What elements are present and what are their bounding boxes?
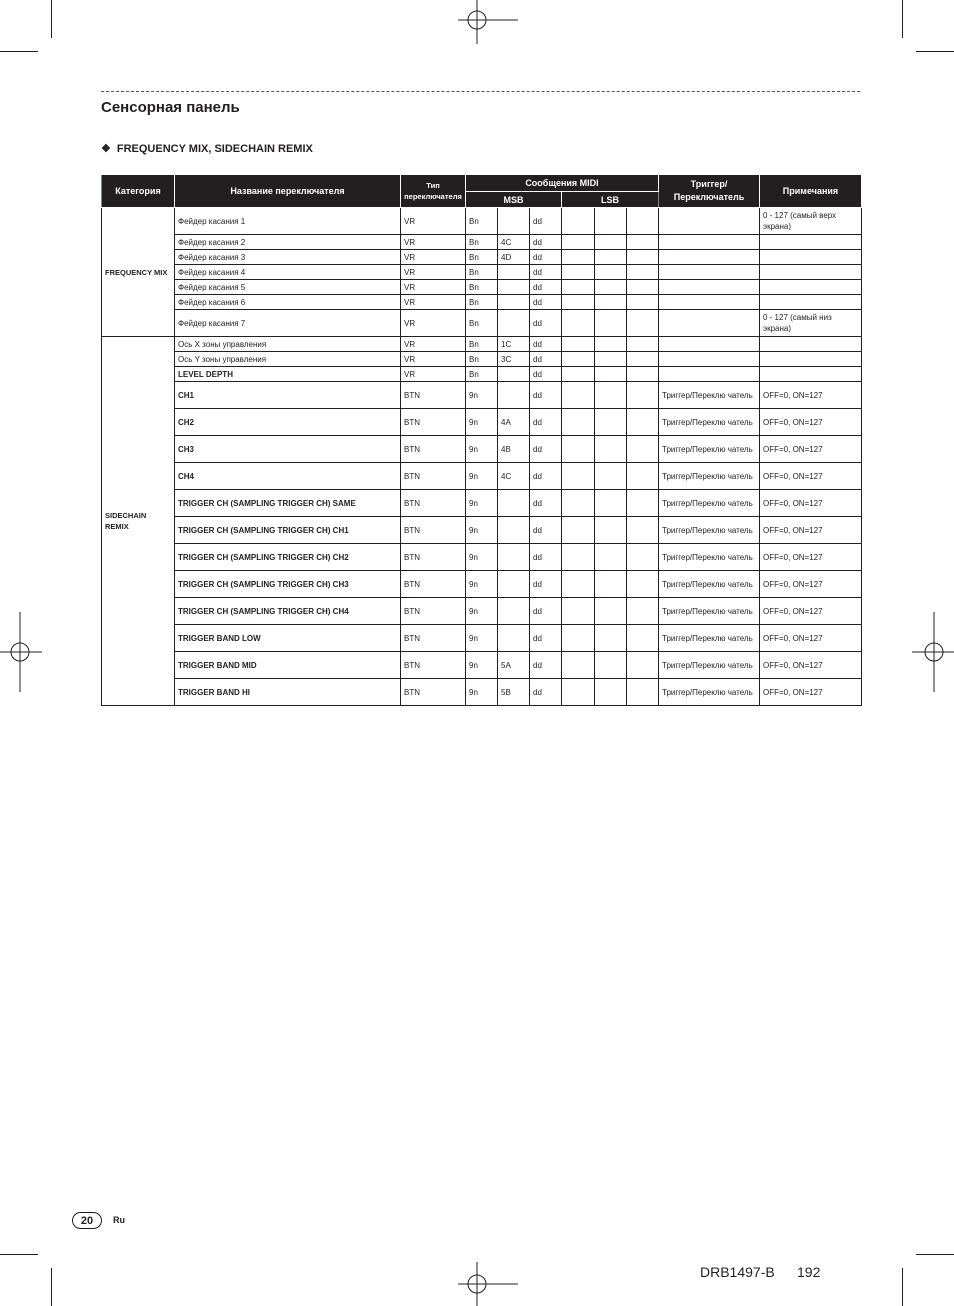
table-row: [102, 352, 862, 367]
registration-crosshair-icon: [912, 612, 954, 692]
msb-status-cell: Bn: [466, 265, 498, 280]
lsb-status-cell: [562, 598, 595, 625]
lsb-status-cell: [562, 280, 595, 295]
table-row: [102, 295, 862, 310]
lsb-status-cell: [562, 571, 595, 598]
lsb-data1-cell: [595, 208, 627, 235]
lsb-data2-cell: [627, 280, 659, 295]
msb-status-cell: 9n: [466, 625, 498, 652]
header-dotted-rule: [101, 91, 860, 92]
header-trigger: Триггер/ Переключатель: [659, 175, 760, 208]
trigger-cell: Триггер/Переклю чатель: [659, 652, 760, 679]
msb-data2-cell: dd: [530, 436, 562, 463]
trigger-cell: [659, 250, 760, 265]
lsb-data2-cell: [627, 337, 659, 352]
lsb-data1-cell: [595, 544, 627, 571]
notes-cell: [760, 280, 862, 295]
msb-data2-cell: dd: [530, 463, 562, 490]
switch-name-cell: Ось X зоны управления: [175, 337, 401, 352]
msb-status-cell: Bn: [466, 295, 498, 310]
switch-name-cell: TRIGGER BAND LOW: [175, 625, 401, 652]
lsb-data1-cell: [595, 250, 627, 265]
lsb-data1-cell: [595, 352, 627, 367]
table-row: [102, 571, 862, 598]
trigger-cell: Триггер/Переклю чатель: [659, 517, 760, 544]
crop-mark: [916, 1254, 954, 1255]
lsb-status-cell: [562, 625, 595, 652]
switch-name-cell: CH3: [175, 436, 401, 463]
lsb-data1-cell: [595, 295, 627, 310]
lsb-data1-cell: [595, 463, 627, 490]
lsb-data1-cell: [595, 382, 627, 409]
notes-cell: OFF=0, ON=127: [760, 625, 862, 652]
switch-name-cell: Фейдер касания 7: [175, 310, 401, 337]
msb-status-cell: Bn: [466, 337, 498, 352]
switch-name-cell: CH4: [175, 463, 401, 490]
lsb-data2-cell: [627, 409, 659, 436]
lsb-status-cell: [562, 235, 595, 250]
msb-status-cell: Bn: [466, 352, 498, 367]
lsb-data2-cell: [627, 463, 659, 490]
switch-type-cell: BTN: [401, 652, 466, 679]
msb-status-cell: 9n: [466, 571, 498, 598]
header-lsb: LSB: [562, 192, 659, 208]
switch-type-cell: BTN: [401, 571, 466, 598]
lsb-data2-cell: [627, 352, 659, 367]
midi-table: [101, 174, 862, 706]
crop-mark: [916, 51, 954, 52]
table-row: [102, 409, 862, 436]
lsb-data2-cell: [627, 679, 659, 706]
trigger-cell: [659, 367, 760, 382]
lsb-status-cell: [562, 382, 595, 409]
switch-type-cell: VR: [401, 235, 466, 250]
msb-data2-cell: dd: [530, 625, 562, 652]
trigger-cell: Триггер/Переклю чатель: [659, 625, 760, 652]
crop-mark: [0, 1254, 38, 1255]
lsb-data1-cell: [595, 436, 627, 463]
msb-status-cell: Bn: [466, 310, 498, 337]
trigger-cell: [659, 208, 760, 235]
switch-type-cell: BTN: [401, 679, 466, 706]
lsb-data2-cell: [627, 250, 659, 265]
switch-type-cell: BTN: [401, 436, 466, 463]
switch-type-cell: BTN: [401, 382, 466, 409]
msb-data1-cell: [498, 265, 530, 280]
diamond-bullet-icon: ❖: [101, 143, 111, 155]
notes-cell: 0 - 127 (самый низ экрана): [760, 310, 862, 337]
msb-data1-cell: 3C: [498, 352, 530, 367]
switch-name-cell: LEVEL DEPTH: [175, 367, 401, 382]
msb-status-cell: 9n: [466, 436, 498, 463]
trigger-cell: Триггер/Переклю чатель: [659, 598, 760, 625]
msb-data1-cell: 5A: [498, 652, 530, 679]
msb-data1-cell: 4C: [498, 463, 530, 490]
msb-data1-cell: [498, 598, 530, 625]
header-midi: Сообщения MIDI: [466, 175, 659, 192]
lsb-data2-cell: [627, 295, 659, 310]
crop-mark: [51, 0, 52, 38]
msb-status-cell: 9n: [466, 679, 498, 706]
lsb-data2-cell: [627, 517, 659, 544]
lsb-status-cell: [562, 463, 595, 490]
lsb-status-cell: [562, 250, 595, 265]
msb-data2-cell: dd: [530, 544, 562, 571]
switch-name-cell: TRIGGER CH (SAMPLING TRIGGER CH) CH2: [175, 544, 401, 571]
lsb-data1-cell: [595, 367, 627, 382]
notes-cell: [760, 265, 862, 280]
table-row: [102, 463, 862, 490]
msb-data2-cell: dd: [530, 250, 562, 265]
lsb-data2-cell: [627, 544, 659, 571]
switch-name-cell: TRIGGER BAND MID: [175, 652, 401, 679]
registration-crosshair-icon: [458, 1262, 518, 1306]
msb-data1-cell: [498, 517, 530, 544]
switch-type-cell: BTN: [401, 517, 466, 544]
switch-type-cell: VR: [401, 337, 466, 352]
lsb-data1-cell: [595, 679, 627, 706]
lsb-data1-cell: [595, 490, 627, 517]
msb-data1-cell: 4B: [498, 436, 530, 463]
lsb-data1-cell: [595, 625, 627, 652]
notes-cell: OFF=0, ON=127: [760, 679, 862, 706]
trigger-cell: Триггер/Переклю чатель: [659, 571, 760, 598]
msb-data2-cell: dd: [530, 652, 562, 679]
notes-cell: [760, 295, 862, 310]
msb-data2-cell: dd: [530, 598, 562, 625]
msb-data2-cell: dd: [530, 208, 562, 235]
crop-mark: [902, 1268, 903, 1306]
switch-name-cell: Ось Y зоны управления: [175, 352, 401, 367]
switch-name-cell: Фейдер касания 3: [175, 250, 401, 265]
msb-data2-cell: dd: [530, 367, 562, 382]
msb-status-cell: Bn: [466, 208, 498, 235]
msb-data2-cell: dd: [530, 280, 562, 295]
msb-data2-cell: dd: [530, 337, 562, 352]
msb-data1-cell: [498, 295, 530, 310]
switch-type-cell: BTN: [401, 544, 466, 571]
msb-data2-cell: dd: [530, 517, 562, 544]
table-row: [102, 382, 862, 409]
switch-name-cell: Фейдер касания 6: [175, 295, 401, 310]
lsb-data2-cell: [627, 208, 659, 235]
section-title: [101, 142, 313, 155]
table-row: [102, 280, 862, 295]
switch-name-cell: Фейдер касания 4: [175, 265, 401, 280]
lsb-data1-cell: [595, 652, 627, 679]
trigger-cell: [659, 235, 760, 250]
lsb-status-cell: [562, 295, 595, 310]
msb-data1-cell: 4A: [498, 409, 530, 436]
switch-name-cell: TRIGGER BAND HI: [175, 679, 401, 706]
lsb-data2-cell: [627, 265, 659, 280]
table-row: [102, 652, 862, 679]
lsb-data2-cell: [627, 652, 659, 679]
category-cell: FREQUENCY MIX: [102, 208, 175, 337]
switch-name-cell: Фейдер касания 2: [175, 235, 401, 250]
trigger-cell: [659, 310, 760, 337]
msb-status-cell: 9n: [466, 490, 498, 517]
notes-cell: 0 - 127 (самый верх экрана): [760, 208, 862, 235]
notes-cell: [760, 250, 862, 265]
lsb-status-cell: [562, 652, 595, 679]
category-cell: SIDECHAIN REMIX: [102, 337, 175, 706]
notes-cell: [760, 235, 862, 250]
table-row: [102, 337, 862, 352]
msb-status-cell: Bn: [466, 280, 498, 295]
switch-name-cell: CH2: [175, 409, 401, 436]
header-msb: MSB: [466, 192, 562, 208]
msb-status-cell: 9n: [466, 544, 498, 571]
table-row: [102, 490, 862, 517]
table-row: [102, 250, 862, 265]
lsb-status-cell: [562, 679, 595, 706]
notes-cell: OFF=0, ON=127: [760, 409, 862, 436]
notes-cell: OFF=0, ON=127: [760, 517, 862, 544]
switch-type-cell: BTN: [401, 463, 466, 490]
registration-crosshair-icon: [0, 612, 42, 692]
lsb-status-cell: [562, 490, 595, 517]
msb-data1-cell: [498, 280, 530, 295]
notes-cell: OFF=0, ON=127: [760, 490, 862, 517]
registration-crosshair-icon: [458, 0, 518, 44]
msb-data1-cell: [498, 382, 530, 409]
document-page: 192: [797, 1264, 821, 1280]
lsb-data1-cell: [595, 598, 627, 625]
document-code: DRB1497-B: [700, 1264, 775, 1280]
header-type: Тип переключателя: [401, 175, 466, 208]
trigger-cell: [659, 337, 760, 352]
table-row: [102, 265, 862, 280]
switch-type-cell: BTN: [401, 409, 466, 436]
switch-name-cell: CH1: [175, 382, 401, 409]
msb-data1-cell: 4C: [498, 235, 530, 250]
lsb-status-cell: [562, 409, 595, 436]
crop-mark: [902, 0, 903, 38]
trigger-cell: Триггер/Переклю чатель: [659, 382, 760, 409]
msb-data2-cell: dd: [530, 409, 562, 436]
trigger-cell: [659, 265, 760, 280]
trigger-cell: Триггер/Переклю чатель: [659, 679, 760, 706]
msb-data1-cell: 5B: [498, 679, 530, 706]
trigger-cell: Триггер/Переклю чатель: [659, 409, 760, 436]
switch-name-cell: TRIGGER CH (SAMPLING TRIGGER CH) CH1: [175, 517, 401, 544]
lsb-data1-cell: [595, 571, 627, 598]
table-row: [102, 598, 862, 625]
msb-data1-cell: [498, 571, 530, 598]
msb-data2-cell: dd: [530, 571, 562, 598]
switch-type-cell: VR: [401, 352, 466, 367]
table-row: [102, 625, 862, 652]
switch-type-cell: VR: [401, 367, 466, 382]
page-number: 20: [72, 1212, 102, 1229]
notes-cell: [760, 352, 862, 367]
switch-type-cell: VR: [401, 265, 466, 280]
table-row: [102, 208, 862, 235]
trigger-cell: [659, 280, 760, 295]
notes-cell: [760, 367, 862, 382]
table-row: [102, 436, 862, 463]
table-row: [102, 679, 862, 706]
msb-data1-cell: 1C: [498, 337, 530, 352]
table-row: [102, 517, 862, 544]
notes-cell: OFF=0, ON=127: [760, 382, 862, 409]
table-row: [102, 235, 862, 250]
lsb-status-cell: [562, 310, 595, 337]
msb-status-cell: Bn: [466, 235, 498, 250]
msb-status-cell: 9n: [466, 382, 498, 409]
notes-cell: OFF=0, ON=127: [760, 436, 862, 463]
msb-data2-cell: dd: [530, 265, 562, 280]
trigger-cell: Триггер/Переклю чатель: [659, 436, 760, 463]
notes-cell: [760, 337, 862, 352]
trigger-cell: [659, 295, 760, 310]
switch-type-cell: BTN: [401, 490, 466, 517]
notes-cell: OFF=0, ON=127: [760, 571, 862, 598]
switch-type-cell: VR: [401, 250, 466, 265]
crop-mark: [0, 51, 38, 52]
trigger-cell: [659, 352, 760, 367]
lsb-data2-cell: [627, 571, 659, 598]
msb-status-cell: Bn: [466, 250, 498, 265]
msb-data2-cell: dd: [530, 679, 562, 706]
page-title: Сенсорная панель: [101, 99, 240, 116]
msb-data2-cell: dd: [530, 295, 562, 310]
midi-table-body: [102, 208, 862, 706]
crop-mark: [51, 1268, 52, 1306]
switch-name-cell: TRIGGER CH (SAMPLING TRIGGER CH) SAME: [175, 490, 401, 517]
lsb-data2-cell: [627, 490, 659, 517]
lsb-data2-cell: [627, 310, 659, 337]
switch-name-cell: Фейдер касания 5: [175, 280, 401, 295]
msb-data1-cell: [498, 310, 530, 337]
lsb-data2-cell: [627, 598, 659, 625]
lsb-status-cell: [562, 367, 595, 382]
msb-status-cell: 9n: [466, 463, 498, 490]
msb-data2-cell: dd: [530, 382, 562, 409]
msb-data2-cell: dd: [530, 352, 562, 367]
msb-status-cell: 9n: [466, 598, 498, 625]
header-notes: Примечания: [760, 175, 862, 208]
section-title-text: FREQUENCY MIX, SIDECHAIN REMIX: [116, 142, 313, 155]
table-row: [102, 310, 862, 337]
msb-data2-cell: dd: [530, 310, 562, 337]
lsb-data1-cell: [595, 409, 627, 436]
lsb-data1-cell: [595, 265, 627, 280]
msb-data1-cell: [498, 208, 530, 235]
switch-type-cell: VR: [401, 310, 466, 337]
msb-data1-cell: [498, 490, 530, 517]
lsb-data1-cell: [595, 517, 627, 544]
switch-name-cell: TRIGGER CH (SAMPLING TRIGGER CH) CH3: [175, 571, 401, 598]
switch-type-cell: VR: [401, 280, 466, 295]
switch-type-cell: BTN: [401, 625, 466, 652]
lsb-status-cell: [562, 265, 595, 280]
switch-type-cell: VR: [401, 295, 466, 310]
header-category: Категория: [102, 175, 175, 208]
language-code: Ru: [113, 1215, 125, 1225]
msb-data1-cell: 4D: [498, 250, 530, 265]
msb-data1-cell: [498, 625, 530, 652]
lsb-data1-cell: [595, 337, 627, 352]
header-name: Название переключателя: [175, 175, 401, 208]
switch-type-cell: BTN: [401, 598, 466, 625]
switch-type-cell: VR: [401, 208, 466, 235]
switch-name-cell: TRIGGER CH (SAMPLING TRIGGER CH) CH4: [175, 598, 401, 625]
msb-data2-cell: dd: [530, 490, 562, 517]
lsb-data1-cell: [595, 310, 627, 337]
lsb-status-cell: [562, 436, 595, 463]
lsb-status-cell: [562, 208, 595, 235]
notes-cell: OFF=0, ON=127: [760, 463, 862, 490]
msb-data2-cell: dd: [530, 235, 562, 250]
trigger-cell: Триггер/Переклю чатель: [659, 490, 760, 517]
trigger-cell: Триггер/Переклю чатель: [659, 544, 760, 571]
table-row: [102, 367, 862, 382]
lsb-data2-cell: [627, 382, 659, 409]
lsb-status-cell: [562, 337, 595, 352]
lsb-data2-cell: [627, 436, 659, 463]
notes-cell: OFF=0, ON=127: [760, 652, 862, 679]
switch-name-cell: Фейдер касания 1: [175, 208, 401, 235]
trigger-cell: Триггер/Переклю чатель: [659, 463, 760, 490]
notes-cell: OFF=0, ON=127: [760, 598, 862, 625]
msb-data1-cell: [498, 544, 530, 571]
lsb-status-cell: [562, 517, 595, 544]
msb-status-cell: Bn: [466, 367, 498, 382]
lsb-data2-cell: [627, 367, 659, 382]
lsb-status-cell: [562, 352, 595, 367]
msb-status-cell: 9n: [466, 517, 498, 544]
msb-status-cell: 9n: [466, 652, 498, 679]
table-row: [102, 544, 862, 571]
notes-cell: OFF=0, ON=127: [760, 544, 862, 571]
lsb-data1-cell: [595, 235, 627, 250]
msb-data1-cell: [498, 367, 530, 382]
msb-status-cell: 9n: [466, 409, 498, 436]
lsb-status-cell: [562, 544, 595, 571]
lsb-data2-cell: [627, 235, 659, 250]
lsb-data1-cell: [595, 280, 627, 295]
lsb-data2-cell: [627, 625, 659, 652]
